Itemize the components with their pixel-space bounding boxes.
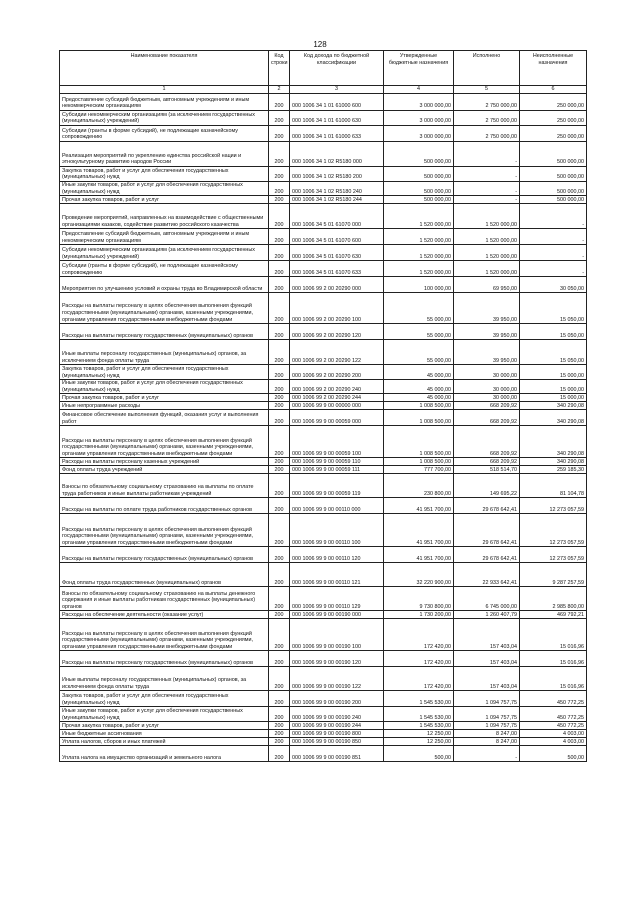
row-remaining: 469 792,21 xyxy=(520,611,587,619)
row-approved: 1 520 000,00 xyxy=(384,261,454,277)
row-line-code: 200 xyxy=(269,126,290,142)
row-approved: 41 951 700,00 xyxy=(384,498,454,514)
row-budget-class-code: 000 1006 99 9 00 00110 000 xyxy=(290,498,384,514)
row-remaining: 450 772,25 xyxy=(520,722,587,730)
row-remaining: 500 000,00 xyxy=(520,182,587,196)
row-line-code: 200 xyxy=(269,667,290,691)
row-approved: 500 000,00 xyxy=(384,142,454,167)
row-budget-class-code: 000 1006 34 5 01 61070 000 xyxy=(290,204,384,229)
table-row xyxy=(60,563,587,587)
row-budget-class-code: 000 1006 99 9 00 00190 800 xyxy=(290,730,384,738)
row-line-code: 200 xyxy=(269,474,290,498)
table-row xyxy=(60,691,587,707)
row-approved: 100 000,00 xyxy=(384,277,454,293)
row-budget-class-code: 000 1006 99 9 00 00059 100 xyxy=(290,426,384,458)
row-remaining: 250 000,00 xyxy=(520,111,587,126)
row-line-code: 200 xyxy=(269,611,290,619)
table-row xyxy=(60,466,587,474)
row-line-code: 200 xyxy=(269,746,290,762)
row-indicator-name: Проведение мероприятий, направленных на взаимодействие с общественными организациями казаков, содействие развитию российского казачества xyxy=(60,204,269,229)
row-approved: 1 520 000,00 xyxy=(384,229,454,245)
table-row xyxy=(60,182,587,196)
row-executed: 29 678 642,41 xyxy=(454,514,520,547)
row-executed: 1 520 000,00 xyxy=(454,245,520,261)
table-row xyxy=(60,142,587,167)
row-line-code: 200 xyxy=(269,167,290,182)
table-row xyxy=(60,204,587,229)
table-row xyxy=(60,667,587,691)
budget-execution-table xyxy=(59,50,587,762)
row-approved: 1 545 530,00 xyxy=(384,707,454,722)
row-indicator-name: Прочая закупка товаров, работ и услуг xyxy=(60,722,269,730)
row-approved: 3 000 000,00 xyxy=(384,111,454,126)
column-number: 2 xyxy=(269,86,290,94)
row-line-code: 200 xyxy=(269,277,290,293)
row-indicator-name: Расходы на выплаты персоналу в целях обеспечения выполнения функций государственными (муниципальными) органами, казенными учреждениями, органами управления государственными внебюджетными фондами xyxy=(60,426,269,458)
row-indicator-name: Фонд оплаты труда учреждений xyxy=(60,466,269,474)
row-approved: 12 250,00 xyxy=(384,738,454,746)
row-remaining: 500 000,00 xyxy=(520,142,587,167)
row-budget-class-code: 000 1006 34 5 01 61070 630 xyxy=(290,245,384,261)
row-remaining: 15 000,00 xyxy=(520,394,587,402)
row-approved: 41 951 700,00 xyxy=(384,547,454,563)
row-line-code: 200 xyxy=(269,111,290,126)
row-remaining: 12 273 057,59 xyxy=(520,547,587,563)
row-approved: 1 545 530,00 xyxy=(384,722,454,730)
row-indicator-name: Иные непрограммные расходы xyxy=(60,402,269,410)
row-executed: 1 094 757,75 xyxy=(454,722,520,730)
row-approved: 1 520 000,00 xyxy=(384,245,454,261)
table-row xyxy=(60,340,587,365)
row-remaining: 15 016,96 xyxy=(520,651,587,667)
row-remaining: 81 104,78 xyxy=(520,474,587,498)
row-remaining: 340 290,08 xyxy=(520,402,587,410)
row-approved: 55 000,00 xyxy=(384,293,454,324)
table-row xyxy=(60,94,587,111)
row-remaining: - xyxy=(520,245,587,261)
row-approved: 1 008 500,00 xyxy=(384,410,454,426)
row-executed: - xyxy=(454,167,520,182)
row-remaining: 500 000,00 xyxy=(520,196,587,204)
row-indicator-name: Прочая закупка товаров, работ и услуг xyxy=(60,394,269,402)
table-row xyxy=(60,111,587,126)
row-executed: 8 247,00 xyxy=(454,738,520,746)
row-executed: 39 950,00 xyxy=(454,324,520,340)
row-executed: 39 950,00 xyxy=(454,293,520,324)
row-budget-class-code: 000 1006 99 9 00 00190 244 xyxy=(290,722,384,730)
row-approved: 1 545 530,00 xyxy=(384,691,454,707)
row-remaining: 2 985 800,00 xyxy=(520,587,587,611)
table-row xyxy=(60,458,587,466)
row-indicator-name: Субсидии некоммерческим организациям (за исключением государственных (муниципальных) учреждений) xyxy=(60,245,269,261)
row-budget-class-code: 000 1006 99 9 00 00190 120 xyxy=(290,651,384,667)
row-approved: 55 000,00 xyxy=(384,324,454,340)
row-budget-class-code: 000 1006 34 1 01 61000 600 xyxy=(290,94,384,111)
row-remaining: 340 290,08 xyxy=(520,410,587,426)
row-executed: - xyxy=(454,196,520,204)
row-budget-class-code: 000 1006 99 9 00 00059 000 xyxy=(290,410,384,426)
row-remaining: 9 287 257,59 xyxy=(520,563,587,587)
row-approved: 3 000 000,00 xyxy=(384,94,454,111)
row-approved: 45 000,00 xyxy=(384,365,454,380)
row-line-code: 200 xyxy=(269,94,290,111)
table-row xyxy=(60,547,587,563)
row-executed: 668 209,92 xyxy=(454,458,520,466)
row-budget-class-code: 000 1006 99 9 00 00190 100 xyxy=(290,619,384,651)
row-remaining: - xyxy=(520,261,587,277)
row-executed: - xyxy=(454,182,520,196)
row-line-code: 200 xyxy=(269,142,290,167)
row-line-code: 200 xyxy=(269,738,290,746)
row-budget-class-code: 000 1006 34 1 02 R5180 240 xyxy=(290,182,384,196)
row-indicator-name: Расходы на выплаты персоналу в целях обеспечения выполнения функций государственными (муниципальными) органами, казенными учреждениями, органами управления государственными внебюджетными фондами xyxy=(60,619,269,651)
table-row xyxy=(60,245,587,261)
table-row xyxy=(60,426,587,458)
row-indicator-name: Расходы на выплаты персоналу казенных учреждений xyxy=(60,458,269,466)
row-approved: 45 000,00 xyxy=(384,380,454,394)
row-executed: 1 094 757,75 xyxy=(454,707,520,722)
row-approved: 9 730 800,00 xyxy=(384,587,454,611)
row-indicator-name: Субсидии некоммерческим организациям (за исключением государственных (муниципальных) учреждений) xyxy=(60,111,269,126)
row-executed: 29 678 642,41 xyxy=(454,547,520,563)
table-row xyxy=(60,514,587,547)
table-row xyxy=(60,746,587,762)
table-row xyxy=(60,498,587,514)
row-indicator-name: Субсидии (гранты в форме субсидий), не подлежащие казначейскому сопровождению xyxy=(60,261,269,277)
row-executed: 1 260 407,79 xyxy=(454,611,520,619)
row-budget-class-code: 000 1006 34 1 01 61000 630 xyxy=(290,111,384,126)
table-row xyxy=(60,619,587,651)
row-line-code: 200 xyxy=(269,426,290,458)
row-line-code: 200 xyxy=(269,402,290,410)
row-line-code: 200 xyxy=(269,722,290,730)
row-indicator-name: Расходы на выплаты персоналу в целях обеспечения выполнения функций государственными (муниципальными) органами, казенными учреждениями, органами управления государственными внебюджетными фондами xyxy=(60,293,269,324)
row-line-code: 200 xyxy=(269,563,290,587)
row-line-code: 200 xyxy=(269,707,290,722)
row-indicator-name: Закупка товаров, работ и услуг для обеспечения государственных (муниципальных) нужд xyxy=(60,167,269,182)
table-row xyxy=(60,394,587,402)
row-remaining: 30 050,00 xyxy=(520,277,587,293)
table-row xyxy=(60,196,587,204)
header-line-code: Код строки xyxy=(269,51,290,86)
row-indicator-name: Расходы на обеспечение деятельности (оказание услуг) xyxy=(60,611,269,619)
row-budget-class-code: 000 1006 34 5 01 61070 600 xyxy=(290,229,384,245)
row-executed: 69 950,00 xyxy=(454,277,520,293)
row-executed: 149 695,22 xyxy=(454,474,520,498)
row-indicator-name: Расходы на выплаты по оплате труда работников государственных органов xyxy=(60,498,269,514)
row-executed: 39 950,00 xyxy=(454,340,520,365)
header-approved: Утвержденные бюджетные назначения xyxy=(384,51,454,86)
row-approved: 172 420,00 xyxy=(384,651,454,667)
row-budget-class-code: 000 1006 99 9 00 00190 000 xyxy=(290,611,384,619)
table-row xyxy=(60,587,587,611)
row-executed: 30 000,00 xyxy=(454,365,520,380)
row-line-code: 200 xyxy=(269,182,290,196)
row-line-code: 200 xyxy=(269,340,290,365)
row-budget-class-code: 000 1006 99 9 00 00190 240 xyxy=(290,707,384,722)
row-executed: 2 750 000,00 xyxy=(454,111,520,126)
row-budget-class-code: 000 1006 99 2 00 20290 240 xyxy=(290,380,384,394)
row-remaining: 15 000,00 xyxy=(520,380,587,394)
column-number: 5 xyxy=(454,86,520,94)
row-line-code: 200 xyxy=(269,324,290,340)
header-indicator-name: Наименование показателя xyxy=(60,51,269,86)
row-indicator-name: Иные закупки товаров, работ и услуг для обеспечения государственных (муниципальных) нужд xyxy=(60,707,269,722)
row-budget-class-code: 000 1006 99 9 00 00110 129 xyxy=(290,587,384,611)
table-row xyxy=(60,277,587,293)
header-budget-class-code: Код дохода по бюджетной классификации xyxy=(290,51,384,86)
row-executed: 668 209,92 xyxy=(454,402,520,410)
row-approved: 777 700,00 xyxy=(384,466,454,474)
row-approved: 230 800,00 xyxy=(384,474,454,498)
row-remaining: 340 290,08 xyxy=(520,458,587,466)
row-indicator-name: Предоставление субсидий бюджетным, автономным учреждениям и иным некоммерческим организациям xyxy=(60,229,269,245)
row-budget-class-code: 000 1006 99 9 00 00000 000 xyxy=(290,402,384,410)
table-row xyxy=(60,402,587,410)
row-indicator-name: Расходы на выплаты персоналу государственных (муниципальных) органов xyxy=(60,324,269,340)
row-executed: 668 209,92 xyxy=(454,410,520,426)
row-approved: 45 000,00 xyxy=(384,394,454,402)
row-indicator-name: Фонд оплаты труда государственных (муниципальных) органов xyxy=(60,563,269,587)
row-budget-class-code: 000 1006 34 1 01 61000 633 xyxy=(290,126,384,142)
row-remaining: 15 050,00 xyxy=(520,340,587,365)
row-indicator-name: Закупка товаров, работ и услуг для обеспечения государственных (муниципальных) нужд xyxy=(60,365,269,380)
header-remaining: Неисполненные назначения xyxy=(520,51,587,86)
row-remaining: 15 050,00 xyxy=(520,293,587,324)
row-remaining: 4 003,00 xyxy=(520,730,587,738)
row-executed: - xyxy=(454,142,520,167)
row-line-code: 200 xyxy=(269,458,290,466)
page-number: 128 xyxy=(313,40,327,49)
row-indicator-name: Мероприятия по улучшению условий и охраны труда во Владимирской области xyxy=(60,277,269,293)
row-indicator-name: Субсидии (гранты в форме субсидий), не подлежащие казначейскому сопровождению xyxy=(60,126,269,142)
row-line-code: 200 xyxy=(269,394,290,402)
row-approved: 500,00 xyxy=(384,746,454,762)
row-budget-class-code: 000 1006 34 1 02 R5180 244 xyxy=(290,196,384,204)
row-budget-class-code: 000 1006 99 9 00 00059 110 xyxy=(290,458,384,466)
row-remaining: 340 290,08 xyxy=(520,426,587,458)
row-remaining: 15 016,96 xyxy=(520,619,587,651)
row-approved: 500 000,00 xyxy=(384,182,454,196)
row-budget-class-code: 000 1006 99 9 00 00059 111 xyxy=(290,466,384,474)
row-indicator-name: Расходы на выплаты персоналу государственных (муниципальных) органов xyxy=(60,651,269,667)
row-approved: 172 420,00 xyxy=(384,619,454,651)
row-line-code: 200 xyxy=(269,204,290,229)
row-budget-class-code: 000 1006 99 9 00 00059 119 xyxy=(290,474,384,498)
header-executed: Исполнено xyxy=(454,51,520,86)
row-executed: 2 750 000,00 xyxy=(454,94,520,111)
row-line-code: 200 xyxy=(269,651,290,667)
row-budget-class-code: 000 1006 99 2 00 20290 122 xyxy=(290,340,384,365)
row-remaining: - xyxy=(520,229,587,245)
row-executed: 1 520 000,00 xyxy=(454,204,520,229)
row-remaining: 15 050,00 xyxy=(520,324,587,340)
table-row xyxy=(60,293,587,324)
row-approved: 41 951 700,00 xyxy=(384,514,454,547)
row-line-code: 200 xyxy=(269,691,290,707)
table-row xyxy=(60,722,587,730)
row-budget-class-code: 000 1006 99 2 00 20290 100 xyxy=(290,293,384,324)
row-budget-class-code: 000 1006 99 9 00 00110 121 xyxy=(290,563,384,587)
row-budget-class-code: 000 1006 99 9 00 00110 100 xyxy=(290,514,384,547)
row-approved: 3 000 000,00 xyxy=(384,126,454,142)
row-indicator-name: Реализация мероприятий по укреплению единства российской нации и этнокультурному развитию народов России xyxy=(60,142,269,167)
row-remaining: - xyxy=(520,204,587,229)
row-indicator-name: Уплата налога на имущество организаций и земельного налога xyxy=(60,746,269,762)
row-remaining: 450 772,25 xyxy=(520,691,587,707)
row-budget-class-code: 000 1006 34 5 01 61070 633 xyxy=(290,261,384,277)
table-row xyxy=(60,229,587,245)
table-row xyxy=(60,126,587,142)
row-indicator-name: Расходы на выплаты персоналу государственных (муниципальных) органов xyxy=(60,547,269,563)
table-row xyxy=(60,730,587,738)
row-indicator-name: Иные закупки товаров, работ и услуг для обеспечения государственных (муниципальных) нужд xyxy=(60,380,269,394)
table-row xyxy=(60,738,587,746)
row-line-code: 200 xyxy=(269,410,290,426)
row-executed: 30 000,00 xyxy=(454,380,520,394)
column-numbers-row xyxy=(60,86,587,94)
table-row xyxy=(60,410,587,426)
row-approved: 55 000,00 xyxy=(384,340,454,365)
row-line-code: 200 xyxy=(269,196,290,204)
row-budget-class-code: 000 1006 99 2 00 20290 000 xyxy=(290,277,384,293)
row-indicator-name: Взносы по обязательному социальному страхованию на выплаты по оплате труда работников и иные выплаты работникам учреждений xyxy=(60,474,269,498)
row-indicator-name: Закупка товаров, работ и услуг для обеспечения государственных (муниципальных) нужд xyxy=(60,691,269,707)
row-line-code: 200 xyxy=(269,730,290,738)
row-remaining: 15 016,96 xyxy=(520,667,587,691)
row-budget-class-code: 000 1006 34 1 02 R5180 200 xyxy=(290,167,384,182)
row-approved: 1 730 200,00 xyxy=(384,611,454,619)
row-budget-class-code: 000 1006 99 9 00 00190 851 xyxy=(290,746,384,762)
row-executed: 2 750 000,00 xyxy=(454,126,520,142)
row-budget-class-code: 000 1006 99 2 00 20290 200 xyxy=(290,365,384,380)
row-remaining: 259 185,30 xyxy=(520,466,587,474)
row-approved: 12 250,00 xyxy=(384,730,454,738)
table-row xyxy=(60,611,587,619)
row-indicator-name: Иные закупки товаров, работ и услуг для обеспечения государственных (муниципальных) нужд xyxy=(60,182,269,196)
row-executed: 668 209,92 xyxy=(454,426,520,458)
row-executed: 1 094 757,75 xyxy=(454,691,520,707)
table-row xyxy=(60,707,587,722)
row-executed: 22 933 642,41 xyxy=(454,563,520,587)
row-indicator-name: Расходы на выплаты персоналу в целях обеспечения выполнения функций государственными (муниципальными) органами, казенными учреждениями, органами управления государственными внебюджетными фондами xyxy=(60,514,269,547)
row-remaining: 450 772,25 xyxy=(520,707,587,722)
row-remaining: 250 000,00 xyxy=(520,126,587,142)
column-number: 1 xyxy=(60,86,269,94)
row-remaining: 12 273 057,59 xyxy=(520,498,587,514)
row-line-code: 200 xyxy=(269,587,290,611)
table-row xyxy=(60,651,587,667)
row-approved: 500 000,00 xyxy=(384,167,454,182)
table-header-row xyxy=(60,51,587,86)
row-indicator-name: Иные выплаты персоналу государственных (муниципальных) органов, за исключением фонда оплаты труда xyxy=(60,667,269,691)
table-row xyxy=(60,167,587,182)
row-approved: 1 008 500,00 xyxy=(384,402,454,410)
row-executed: 1 520 000,00 xyxy=(454,261,520,277)
row-budget-class-code: 000 1006 99 9 00 00190 200 xyxy=(290,691,384,707)
row-line-code: 200 xyxy=(269,293,290,324)
row-approved: 32 220 900,00 xyxy=(384,563,454,587)
row-executed: 29 678 642,41 xyxy=(454,498,520,514)
row-budget-class-code: 000 1006 99 9 00 00110 120 xyxy=(290,547,384,563)
row-approved: 1 008 500,00 xyxy=(384,458,454,466)
table-row xyxy=(60,324,587,340)
row-remaining: 12 273 057,59 xyxy=(520,514,587,547)
row-budget-class-code: 000 1006 99 2 00 20290 244 xyxy=(290,394,384,402)
row-budget-class-code: 000 1006 99 2 00 20290 120 xyxy=(290,324,384,340)
row-executed: 8 247,00 xyxy=(454,730,520,738)
row-remaining: 500 000,00 xyxy=(520,167,587,182)
table-row xyxy=(60,380,587,394)
row-budget-class-code: 000 1006 99 9 00 00190 850 xyxy=(290,738,384,746)
row-line-code: 200 xyxy=(269,619,290,651)
row-line-code: 200 xyxy=(269,229,290,245)
row-executed: 6 745 000,00 xyxy=(454,587,520,611)
row-indicator-name: Иные бюджетные ассигнования xyxy=(60,730,269,738)
row-executed: 157 403,04 xyxy=(454,667,520,691)
table-body xyxy=(60,94,587,762)
row-executed: 1 520 000,00 xyxy=(454,229,520,245)
row-line-code: 200 xyxy=(269,498,290,514)
row-executed: - xyxy=(454,746,520,762)
row-executed: 518 514,70 xyxy=(454,466,520,474)
column-number: 3 xyxy=(290,86,384,94)
table-row xyxy=(60,474,587,498)
row-indicator-name: Уплата налогов, сборов и иных платежей xyxy=(60,738,269,746)
row-executed: 30 000,00 xyxy=(454,394,520,402)
row-line-code: 200 xyxy=(269,547,290,563)
row-approved: 172 420,00 xyxy=(384,667,454,691)
row-line-code: 200 xyxy=(269,380,290,394)
row-approved: 500 000,00 xyxy=(384,196,454,204)
row-remaining: 250 000,00 xyxy=(520,94,587,111)
row-indicator-name: Взносы по обязательному социальному страхованию на выплаты денежного содержания и иные выплаты работникам государственных (муниципальных) органов xyxy=(60,587,269,611)
table-row xyxy=(60,261,587,277)
row-indicator-name: Иные выплаты персоналу государственных (муниципальных) органов, за исключением фонда оплаты труда xyxy=(60,340,269,365)
row-indicator-name: Прочая закупка товаров, работ и услуг xyxy=(60,196,269,204)
row-line-code: 200 xyxy=(269,466,290,474)
row-indicator-name: Предоставление субсидий бюджетным, автономным учреждениям и иным некоммерческим организациям xyxy=(60,94,269,111)
row-approved: 1 520 000,00 xyxy=(384,204,454,229)
row-budget-class-code: 000 1006 34 1 02 R5180 000 xyxy=(290,142,384,167)
row-remaining: 15 000,00 xyxy=(520,365,587,380)
row-line-code: 200 xyxy=(269,261,290,277)
row-executed: 157 403,04 xyxy=(454,619,520,651)
row-approved: 1 008 500,00 xyxy=(384,426,454,458)
row-remaining: 4 003,00 xyxy=(520,738,587,746)
row-indicator-name: Финансовое обеспечение выполнения функций, оказания услуг и выполнения работ xyxy=(60,410,269,426)
row-line-code: 200 xyxy=(269,365,290,380)
row-line-code: 200 xyxy=(269,514,290,547)
row-budget-class-code: 000 1006 99 9 00 00190 122 xyxy=(290,667,384,691)
table-row xyxy=(60,365,587,380)
row-remaining: 500,00 xyxy=(520,746,587,762)
column-number: 4 xyxy=(384,86,454,94)
column-number: 6 xyxy=(520,86,587,94)
row-line-code: 200 xyxy=(269,245,290,261)
row-executed: 157 403,04 xyxy=(454,651,520,667)
